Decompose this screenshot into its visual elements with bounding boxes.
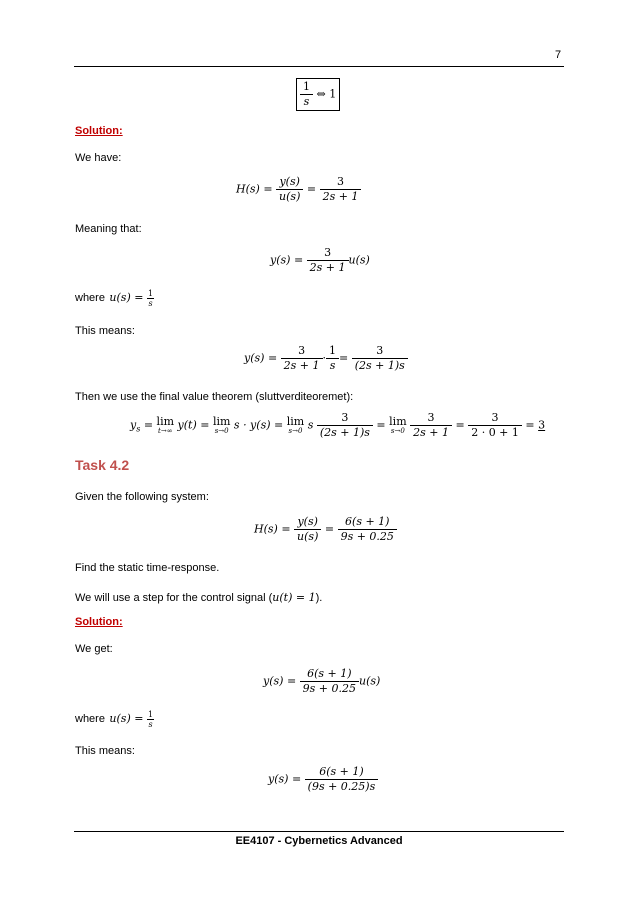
we-get-text: We get: xyxy=(75,643,113,655)
output-equation-2: y(s) = $\frac{3}{2s + 1}$ · $\frac{1}{s}$ = $\frac{3}{(2s + 1)s}$ xyxy=(244,344,408,373)
page-number: 7 xyxy=(555,49,562,61)
output-equation-1: y(s) = $\frac{3}{2s + 1}$ u(s) xyxy=(270,246,370,274)
final-value-equation: $y_s = \lim$ t→∞ y(t) = lim s→0 s · y(s) = lim s→0 s $\frac{3}{(2s + 1)s}$ = lim s→0 $\frac{3}{2s + 1}$ = $\frac{3}{2 \cdot 0 + 1}$ = 3 xyxy=(130,411,546,439)
step-input-text: We will use a step for the control signal (u(t) = 1). xyxy=(75,591,323,604)
we-have-text: We have: xyxy=(75,152,122,164)
output-equation-3: y(s) = $\frac{6(s + 1)}{9s + 0.25}$ u(s) xyxy=(263,667,381,695)
solution-label-2: Solution: xyxy=(75,616,123,628)
this-means-text-1: This means: xyxy=(75,325,135,337)
given-system-text: Given the following system: xyxy=(75,491,209,503)
final-value-text: Then we use the final value theorem (sluttverditeoremet): xyxy=(75,391,354,403)
meaning-that-text: Meaning that: xyxy=(75,223,142,235)
solution-label-1: Solution: xyxy=(75,125,123,137)
task-heading: Task 4.2 xyxy=(75,457,130,473)
where-input-2: where u(s) = $\frac{1}{s}$ xyxy=(75,709,154,729)
footer-rule xyxy=(74,831,564,832)
output-equation-4: y(s) = $\frac{6(s + 1)}{(9s + 0.25)s}$ xyxy=(268,765,378,794)
this-means-text-2: This means: xyxy=(75,745,135,757)
footer-title: EE4107 - Cybernetics Advanced xyxy=(235,835,403,847)
where-input-1: where u(s) = $\frac{1}{s}$ xyxy=(75,288,154,308)
header-rule xyxy=(74,66,564,67)
boxed-laplace-pair: $\frac{1}{s}$ ⇔ 1 xyxy=(296,78,340,111)
transfer-function-1: H(s) = $\frac{y(s)}{u(s)}$ = $\frac{3}{2s + 1}$ xyxy=(236,175,361,204)
transfer-function-2: H(s) = $\frac{y(s)}{u(s)}$ = $\frac{6(s + 1)}{9s + 0.25}$ xyxy=(254,515,397,544)
find-response-text: Find the static time-response. xyxy=(75,562,220,574)
